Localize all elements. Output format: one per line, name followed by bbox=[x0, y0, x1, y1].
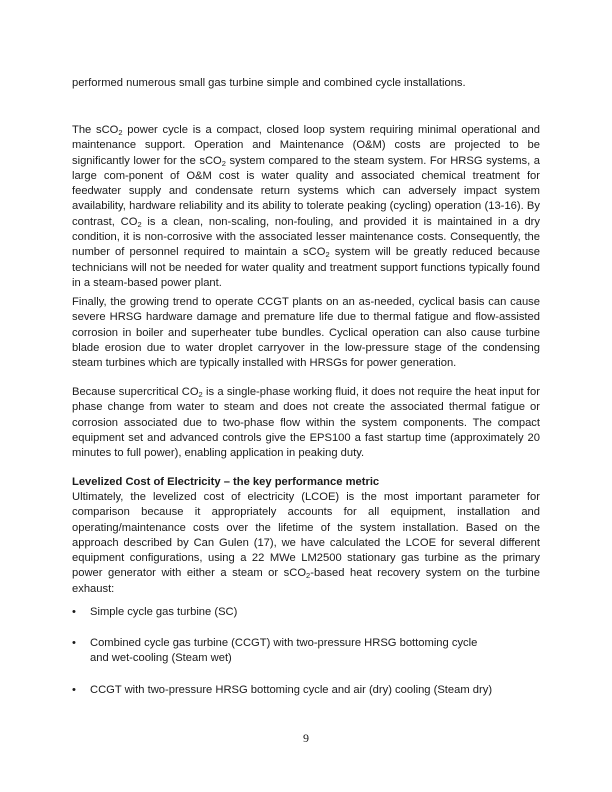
bullet-icon: • bbox=[72, 684, 76, 696]
paragraph-cyclical-operation: Finally, the growing trend to operate CCGT plants on an as-needed, cyclical basis can cause severe HRSG hardware damage and premature life due to thermal fatigue and flow-assisted corrosion in boiler and superheater tube bundles. Cyclical operation can also cause turbine blade erosion due to water droplet carryover in the low-pressure stage of the condensing steam turbines which are typically installed with HRSGs for power generation. bbox=[72, 296, 540, 370]
text-run: system compared to the steam system. For HRSG systems, a large com-ponent of O&M cost is water quality and associated chemical treatment for feedwater supply and condensate return systems which can adversely impact system availability, hardware reliability and its ability to tolerate peaking (cycling) operation (13-16). By contrast, CO bbox=[72, 154, 540, 228]
paragraph-lcoe bbox=[72, 490, 540, 597]
subscript: 2 bbox=[325, 250, 330, 260]
text-run: power cycle is a compact, closed loop system requiring minimal operational and maintenance support. Operation and Maintenance (O&M) costs are projected to be significantly lower for the sCO bbox=[72, 124, 540, 167]
text-run: Ultimately, the levelized cost of electricity (LCOE) is the most important parameter for comparison because it appropriately accounts for all equipment, installation and operating/maintenance costs over the lifetime of the system installation. Based on the approach described by Can Gulen (17), we have calculated the LCOE for several different equipment configurations, using a 22 MWe LM2500 stationary gas turbine as the primary power generator with either a steam or sCO bbox=[72, 491, 540, 580]
list-item-text: Simple cycle gas turbine (SC) bbox=[90, 606, 238, 618]
text-run: Because supercritical CO bbox=[72, 386, 199, 398]
page-number: 9 bbox=[303, 731, 309, 745]
bullet-icon: • bbox=[72, 606, 76, 618]
subscript: 2 bbox=[306, 571, 311, 581]
subscript: 2 bbox=[137, 219, 142, 229]
list-item-text: Combined cycle gas turbine (CCGT) with two-pressure HRSG bottoming cycle and wet-cooling (Steam wet) bbox=[90, 637, 478, 665]
text-run: is a clean, non-scaling, non-fouling, and provided it is maintained in a dry condition, it is non-corrosive with the associated lesser maintenance costs. Consequently, the number of personnel required to maintain a sCO bbox=[72, 215, 540, 259]
text-run: -based heat recovery system on the turbine exhaust: bbox=[72, 567, 540, 595]
paragraph-sco2-maintenance bbox=[72, 123, 540, 291]
subscript: 2 bbox=[221, 158, 226, 168]
text-run: The sCO bbox=[72, 124, 119, 136]
paragraph-intro-fragment: performed numerous small gas turbine simple and combined cycle installations. bbox=[72, 77, 466, 89]
text-run: system will be greatly reduced because technicians will not be needed for water quality and treatment support functions typically found in a steam-based power plant. bbox=[72, 246, 540, 289]
text-run: is a single-phase working fluid, it does not require the heat input for phase change from water to steam and does not create the associated thermal fatigue or corrosion associated due to two-phase flow within the system components. The compact equipment set and advanced controls give the EPS100 a fast startup time (approximately 20 minutes to full power), enabling application in peaking duty. bbox=[72, 386, 540, 460]
paragraph-supercritical-co2 bbox=[72, 385, 540, 461]
bullet-icon: • bbox=[72, 637, 76, 649]
subscript: 2 bbox=[118, 128, 123, 137]
subscript: 2 bbox=[198, 390, 203, 399]
section-heading-lcoe: Levelized Cost of Electricity – the key performance metric bbox=[72, 476, 380, 488]
list-item-text: CCGT with two-pressure HRSG bottoming cycle and air (dry) cooling (Steam dry) bbox=[90, 684, 493, 696]
